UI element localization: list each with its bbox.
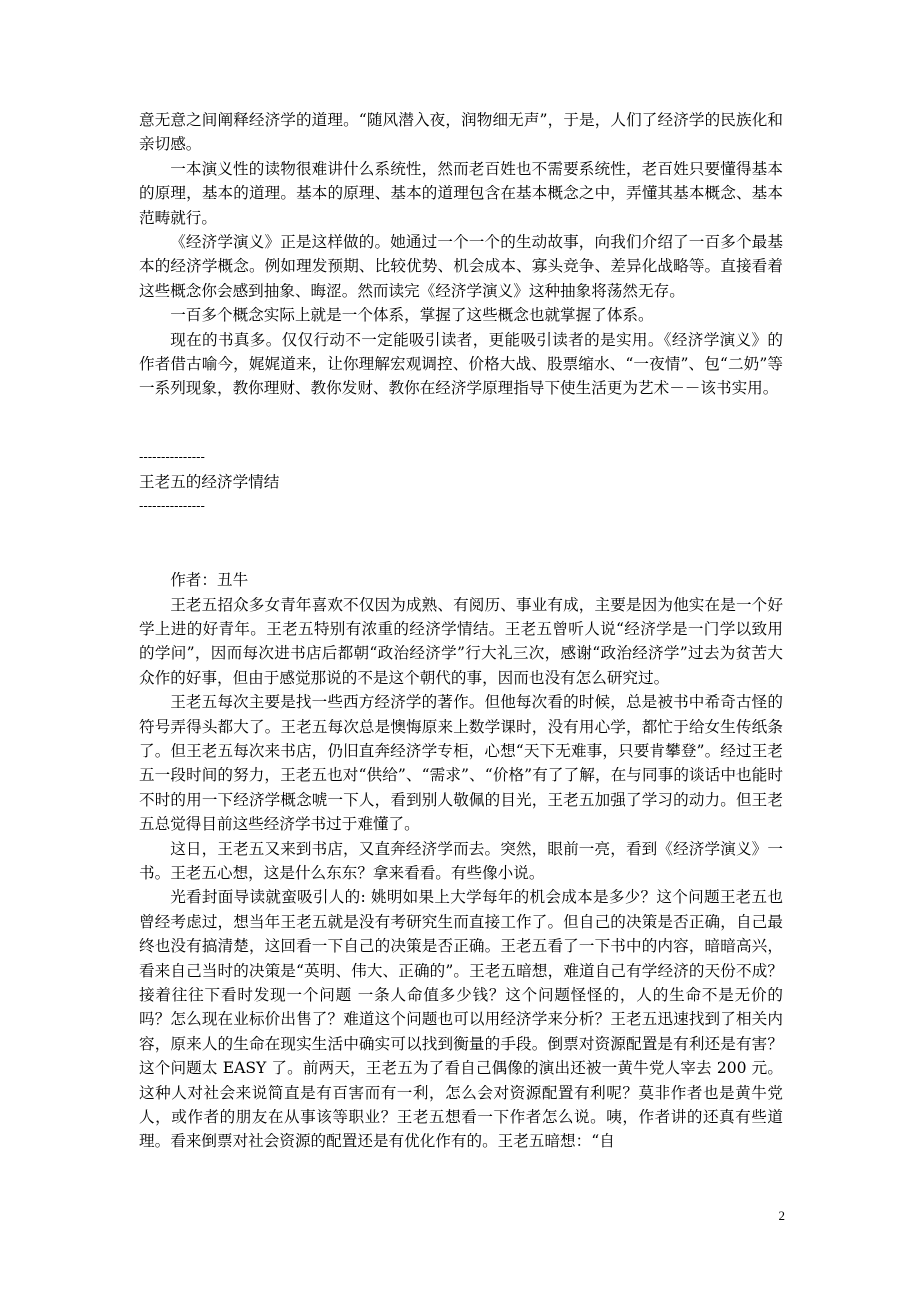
paragraph-top-1: 意无意之间阐释经济学的道理。“随风潜入夜，润物细无声”，于是，人们了经济学的民族化和亲切感。: [139, 111, 783, 154]
document-page: [139, 108, 783, 1154]
paragraph-body-1: 王老五招众多女青年喜欢不仅因为成熟、有阅历、事业有成，主要是因为他实在是一个好学上进的好青年。王老五特别有浓重的经济学情结。王老五曾听人说“经济学是一门学以致用的学问”，因而每次进书店后都朝“政治经济学”行大礼三次，感谢“政治经济学”过去为贫苦大众作的好事，但由于感觉那说的不是这个朝代的事，因而也没有怎么研究过。: [139, 595, 783, 687]
separator-top: ---------------: [139, 449, 205, 465]
paragraph-top-5: 现在的书真多。仅仅行动不一定能吸引读者，更能吸引读者的是实用。《经济学演义》的作者借古喻今，娓娓道来，让你理解宏观调控、价格大战、股票缩水、“一夜情”、包“二奶”等一系列现象，教你理财、教你发财、教你在经济学原理指导下使生活更为艺术－－该书实用。: [139, 330, 783, 398]
paragraph-body-4: 光看封面导读就蛮吸引人的: 姚明如果上大学每年的机会成本是多少？这个问题王老五也曾经考虑过，想当年王老五就是没有考研究生而直接工作了。但自己的决策是否正确，自己最终也没有搞清楚，这回看一下自己的决策是否正确。王老五看了一下书中的内容，暗暗高兴，看来自己当时的决策是“英明、伟大、正确的”。王老五暗想，难道自己有学经济的天份不成？接着往往下看时发现一个问题 一条人命值多少钱？这个问题怪怪的，人的生命不是无价的吗？怎么现在业标价出售了？难道这个问题也可以用经济学来分析？王老五迅速找到了相关内容，原来人的生命在现实生活中确实可以找到衡量的手段。倒票对资源配置是有利还是有害？这个问题太 EASY 了。前两天，王老五为了看自己偶像的演出还被一黄牛党人宰去 200 元。这种人对社会来说简直是有百害而有一利，怎么会对资源配置有利呢？莫非作者也是黄牛党人，或作者的朋友在从事该等职业？王老五想看一下作者怎么说。咦，作者讲的还真有些道理。看来倒票对社会资源的配置还是有优化作有的。王老五暗想：“自: [139, 888, 783, 1151]
paragraph-top-4: 一百多个概念实际上就是一个体系，掌握了这些概念也就掌握了体系。: [170, 306, 654, 325]
paragraph-top-3: 《经济学演义》正是这样做的。她通过一个一个的生动故事，向我们介绍了一百多个最基本的经济学概念。例如理发预期、比较优势、机会成本、寡头竞争、差异化战略等。直接看着这些概念你会感到抽象、晦涩。然而读完《经济学演义》这种抽象将荡然无存。: [139, 233, 783, 300]
paragraph-body-2: 王老五每次主要是找一些西方经济学的著作。但他每次看的时候，总是被书中希奇古怪的符号弄得头都大了。王老五每次总是懊悔原来上数学课时，没有用心学，都忙于给女生传纸条了。但王老五每次来书店，仍旧直奔经济学专柜，心想“天下无难事，只要肯攀登”。经过王老五一段时间的努力，王老五也对“供给”、“需求”、“价格”有了了解，在与同事的谈话中也能时不时的用一下经济学概念唬一下人，看到别人敬佩的目光，王老五加强了学习的动力。但王老五总觉得目前这些经济学书过于难懂了。: [139, 693, 783, 834]
paragraph-body-3: 这日，王老五又来到书店，又直奔经济学而去。突然，眼前一亮，看到《经济学演义》一书。王老五心想，这是什么东东？拿来看看。有些像小说。: [139, 839, 783, 882]
page-number: 2: [778, 1208, 785, 1223]
spacer: [139, 401, 783, 446]
separator-bottom: ---------------: [139, 498, 205, 514]
author-line: 作者：丑牛: [170, 571, 249, 590]
spacer: [139, 519, 783, 568]
section-title: 王老五的经济学情结: [139, 473, 280, 492]
paragraph-top-2: 一本演义性的读物很难讲什么系统性，然而老百姓也不需要系统性，老百姓只要懂得基本的原理，基本的道理。基本的原理、基本的道理包含在基本概念之中，弄懂其基本概念、基本范畴就行。: [139, 159, 783, 227]
